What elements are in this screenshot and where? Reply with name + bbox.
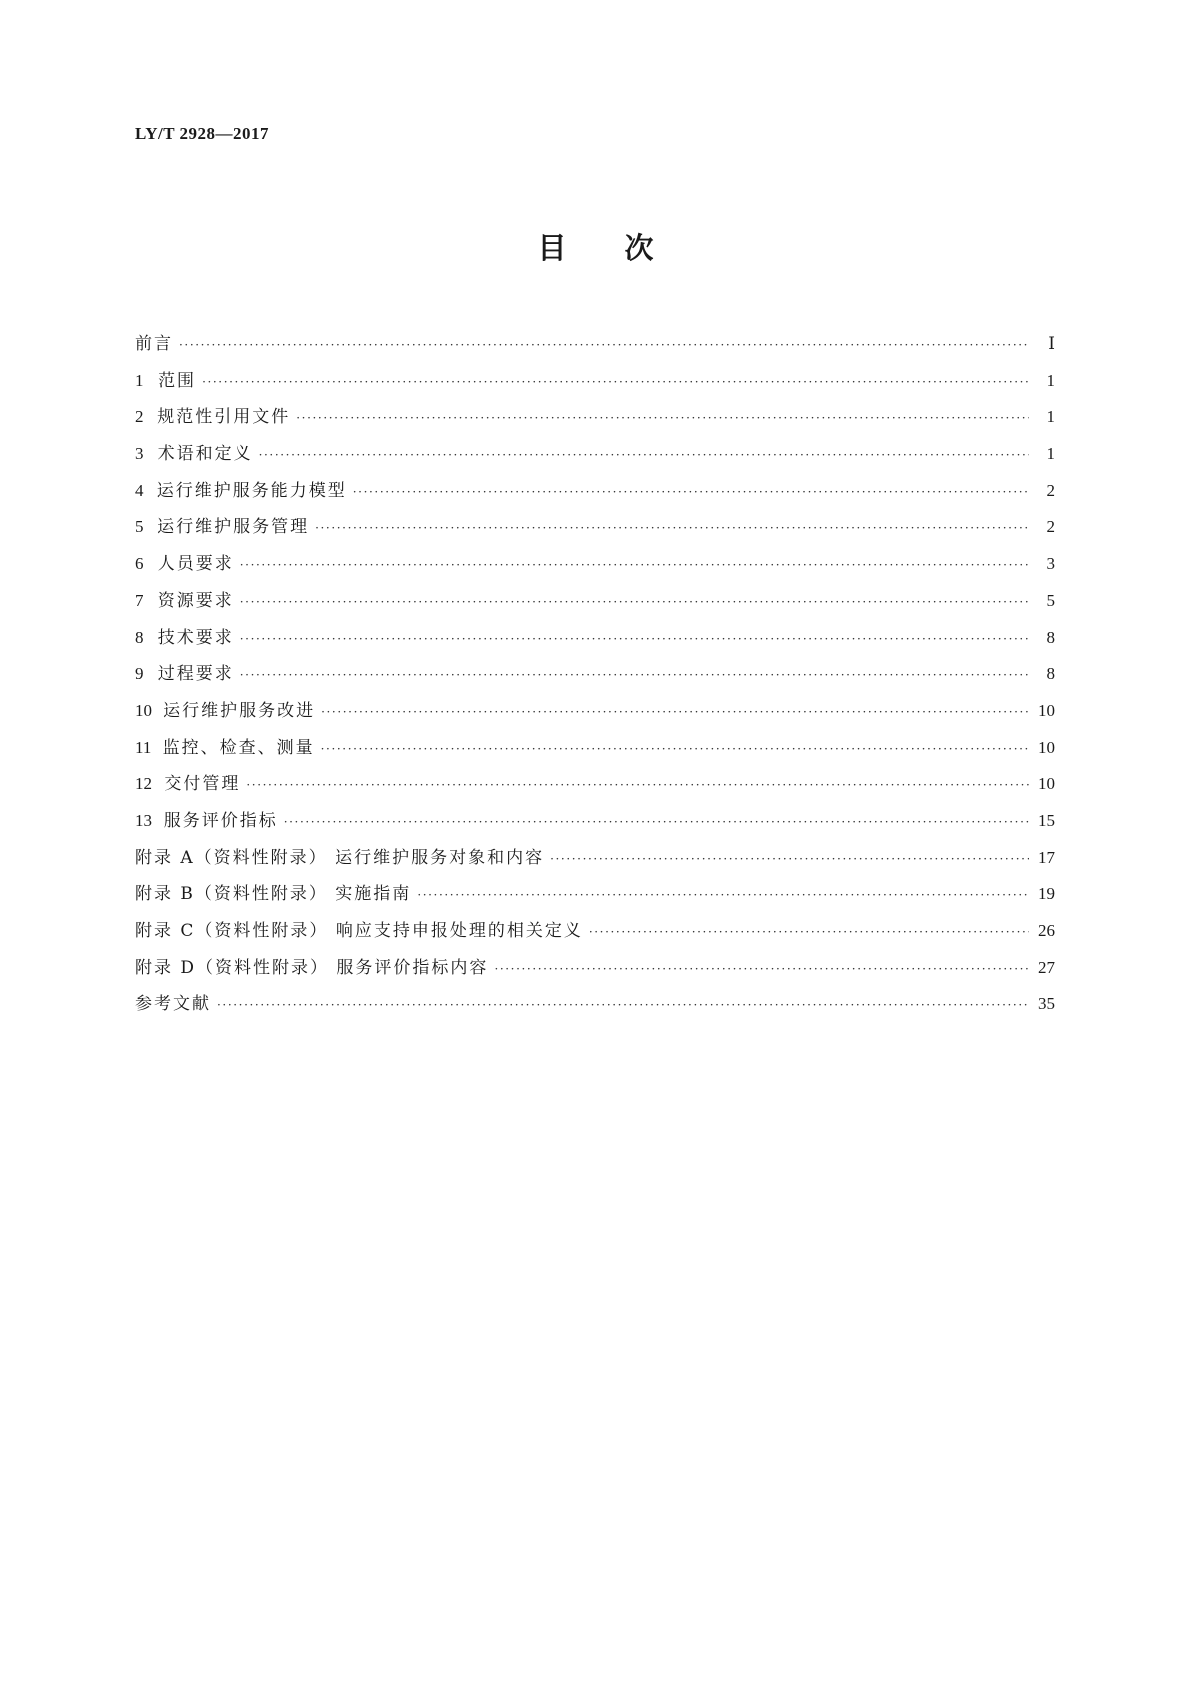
toc-entry-page: 2	[1046, 517, 1055, 537]
toc-entry-label: 服务评价指标	[163, 810, 278, 831]
toc-entry-label: 技术要求	[157, 627, 234, 648]
toc-entry-number: 4	[135, 480, 144, 500]
toc-entry-label: 前言	[135, 334, 173, 354]
toc-entry-12[interactable]	[135, 766, 1055, 803]
toc-entry-page: 1	[1046, 370, 1055, 390]
dot-leader	[550, 841, 1029, 878]
dot-leader	[417, 877, 1029, 914]
toc-entry-8[interactable]	[135, 620, 1055, 657]
toc-entry-1[interactable]	[135, 363, 1055, 400]
dot-leader	[296, 400, 1029, 437]
dot-leader	[217, 987, 1029, 1024]
toc-entry-3[interactable]	[135, 436, 1055, 473]
toc-entry-7[interactable]	[135, 583, 1055, 620]
toc-entry-label: 资源要求	[157, 590, 234, 611]
toc-entry-4[interactable]	[135, 473, 1055, 510]
toc-entry-page: 10	[1038, 700, 1055, 720]
toc-entry-number: 9	[135, 664, 144, 684]
dot-leader	[202, 364, 1029, 401]
toc-entry-page: 10	[1038, 737, 1055, 757]
toc-entry-label: 过程要求	[157, 664, 234, 685]
toc-entry-page: 26	[1038, 921, 1055, 940]
toc-entry-page: 27	[1038, 957, 1055, 977]
toc-entry-label: 范围	[158, 370, 197, 391]
toc-entry-11[interactable]	[135, 730, 1055, 767]
toc-entry-label: 规范性引用文件	[157, 407, 291, 428]
dot-leader	[259, 437, 1029, 474]
toc-entry-page: 10	[1038, 774, 1055, 794]
toc-entry-label: 附录 C（资料性附录） 响应支持申报处理的相关定义	[135, 921, 583, 941]
toc-entry-page: 2	[1046, 480, 1055, 500]
toc-entry-9[interactable]	[135, 656, 1055, 693]
toc-entry-label: 运行维护服务改进	[163, 700, 316, 721]
toc-entry-number: 8	[135, 627, 144, 647]
toc-entry-6[interactable]	[135, 546, 1055, 583]
toc-entry-page: 8	[1046, 627, 1055, 647]
toc-entry-number: 13	[135, 810, 152, 830]
toc-entry-number: 2	[135, 407, 144, 427]
toc-entry-label: 运行维护服务能力模型	[156, 480, 347, 501]
toc-entry-number: 7	[135, 590, 144, 610]
dot-leader	[240, 657, 1029, 694]
toc-entry-10[interactable]	[135, 693, 1055, 730]
toc-entry-appendix-b[interactable]	[135, 876, 1055, 913]
dot-leader	[179, 327, 1029, 364]
document-code: LY/T 2928—2017	[135, 124, 270, 143]
dot-leader	[321, 694, 1029, 731]
toc-entry-label: 附录 B（资料性附录） 实施指南	[135, 884, 412, 905]
dot-leader	[321, 731, 1029, 768]
toc-entry-number: 1	[135, 370, 144, 390]
toc-entry-references[interactable]	[135, 986, 1055, 1023]
dot-leader	[246, 767, 1029, 804]
toc-entry-page: 15	[1038, 810, 1055, 830]
dot-leader	[240, 547, 1029, 584]
toc-entry-page: Ⅰ	[1048, 334, 1055, 353]
toc-entry-label: 运行维护服务管理	[157, 517, 310, 538]
toc-entry-2[interactable]	[135, 399, 1055, 436]
toc-list	[135, 326, 1055, 1023]
toc-entry-page: 5	[1046, 590, 1055, 610]
toc-entry-label: 监控、检查、测量	[162, 737, 315, 758]
toc-entry-page: 35	[1038, 994, 1055, 1014]
toc-entry-page: 3	[1046, 554, 1055, 574]
dot-leader	[240, 584, 1029, 621]
toc-entry-5[interactable]	[135, 509, 1055, 546]
dot-leader	[240, 621, 1029, 658]
toc-entry-number: 11	[135, 737, 152, 757]
toc-entry-page: 8	[1046, 664, 1055, 684]
toc-entry-number: 6	[135, 554, 144, 574]
toc-entry-label: 人员要求	[157, 554, 234, 575]
toc-entry-label: 参考文献	[135, 994, 211, 1015]
dot-leader	[284, 804, 1029, 841]
toc-entry-13[interactable]	[135, 803, 1055, 840]
dot-leader	[315, 510, 1029, 547]
toc-entry-page: 17	[1038, 847, 1055, 867]
toc-entry-preface[interactable]	[135, 326, 1055, 363]
toc-entry-number: 10	[135, 700, 152, 720]
toc-entry-number: 5	[135, 517, 144, 537]
dot-leader	[589, 914, 1029, 951]
toc-entry-label: 附录 A（资料性附录） 运行维护服务对象和内容	[135, 847, 545, 868]
toc-entry-appendix-c[interactable]	[135, 913, 1055, 950]
toc-entry-label: 交付管理	[164, 774, 241, 795]
dot-leader	[494, 951, 1029, 988]
toc-entry-number: 12	[135, 774, 152, 794]
toc-entry-appendix-a[interactable]	[135, 840, 1055, 877]
toc-entry-label: 术语和定义	[157, 444, 253, 465]
toc-entry-number: 3	[135, 444, 144, 464]
toc-entry-page: 1	[1046, 444, 1055, 464]
toc-entry-page: 1	[1046, 407, 1055, 427]
toc-entry-page: 19	[1038, 884, 1055, 904]
toc-entry-appendix-d[interactable]	[135, 950, 1055, 987]
toc-title: 目次	[537, 231, 712, 265]
dot-leader	[353, 474, 1029, 511]
toc-entry-label: 附录 D（资料性附录） 服务评价指标内容	[135, 957, 489, 978]
